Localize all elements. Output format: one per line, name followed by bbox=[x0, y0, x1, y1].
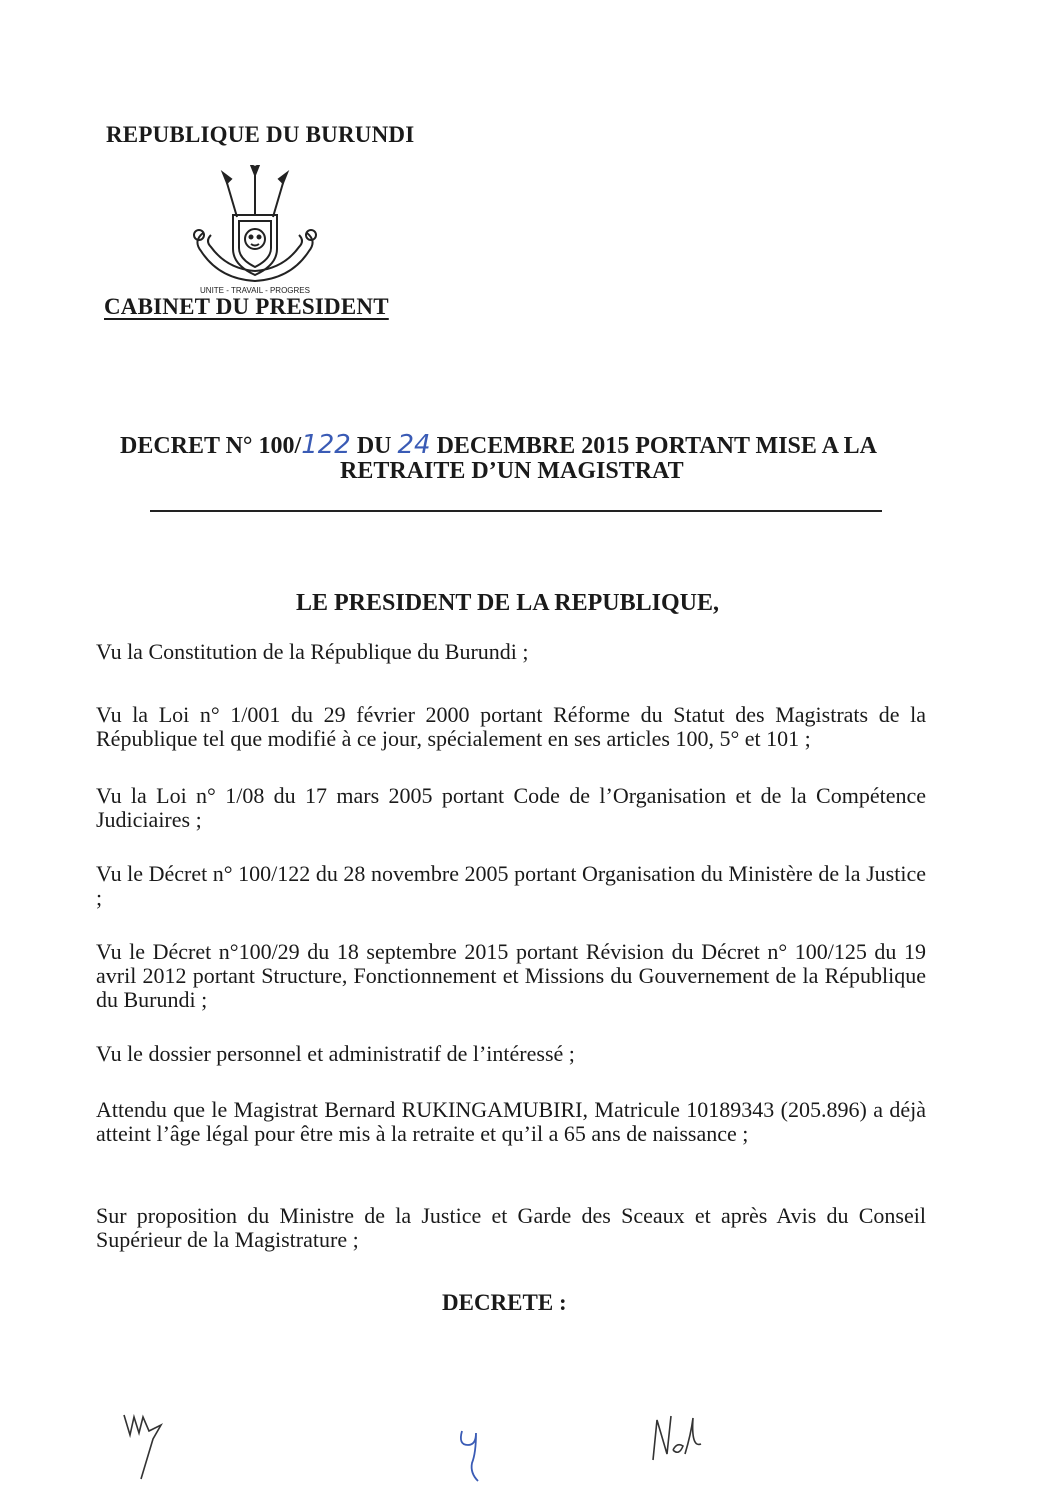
country-heading: REPUBLIQUE DU BURUNDI bbox=[106, 122, 415, 147]
motto-text: UNITE - TRAVAIL - PROGRES bbox=[200, 286, 310, 295]
consideration-dossier: Vu le dossier personnel et administratif de l’intéressé ; bbox=[96, 1041, 575, 1066]
title-du: DU bbox=[350, 433, 398, 459]
decree-title-line2: RETRAITE D’UN MAGISTRAT bbox=[340, 458, 684, 484]
handwritten-day: 24 bbox=[397, 430, 431, 460]
preamble-heading: LE PRESIDENT DE LA REPUBLIQUE, bbox=[296, 590, 719, 616]
consideration-proposition: Sur proposition du Ministre de la Justice et Garde des Sceaux et après Avis du Conseil Supérieur de la Magistrature ; bbox=[96, 1203, 926, 1252]
consideration-constitution: Vu la Constitution de la République du Burundi ; bbox=[96, 639, 529, 664]
handwritten-initials-center bbox=[452, 1425, 492, 1485]
consideration-ministere-justice: Vu le Décret n° 100/122 du 28 novembre 2005 portant Organisation du Ministère de la Justice ; bbox=[96, 861, 926, 910]
coat-of-arms-emblem bbox=[185, 165, 325, 300]
title-divider bbox=[150, 510, 882, 512]
title-prefix: DECRET N° 100/ bbox=[120, 433, 302, 459]
handwritten-initials-right bbox=[645, 1410, 705, 1480]
cabinet-heading: CABINET DU PRESIDENT bbox=[104, 294, 389, 319]
consideration-statut-magistrats: Vu la Loi n° 1/001 du 29 février 2000 portant Réforme du Statut des Magistrats de la République tel que modifié à ce jour, spécialement en ses articles 100, 5° et 101 ; bbox=[96, 702, 926, 751]
title-suffix: DECEMBRE 2015 PORTANT MISE A LA bbox=[430, 433, 877, 459]
consideration-gouvernement: Vu le Décret n°100/29 du 18 septembre 2015 portant Révision du Décret n° 100/125 du 19 avril 2012 portant Structure, Fonctionnement et Missions du Gouvernement de la République du Burundi ; bbox=[96, 939, 926, 1012]
decision-heading: DECRETE : bbox=[442, 1290, 567, 1315]
handwritten-initials-left bbox=[118, 1405, 178, 1485]
consideration-code-organisation: Vu la Loi n° 1/08 du 17 mars 2005 portant Code de l’Organisation et de la Compétence Judiciaires ; bbox=[96, 783, 926, 832]
decree-title-line1 bbox=[120, 430, 877, 460]
consideration-attendu: Attendu que le Magistrat Bernard RUKINGAMUBIRI, Matricule 10189343 (205.896) a déjà atteint l’âge légal pour être mis à la retraite et qu’il a 65 ans de naissance ; bbox=[96, 1097, 926, 1146]
handwritten-decree-number: 122 bbox=[301, 430, 351, 460]
